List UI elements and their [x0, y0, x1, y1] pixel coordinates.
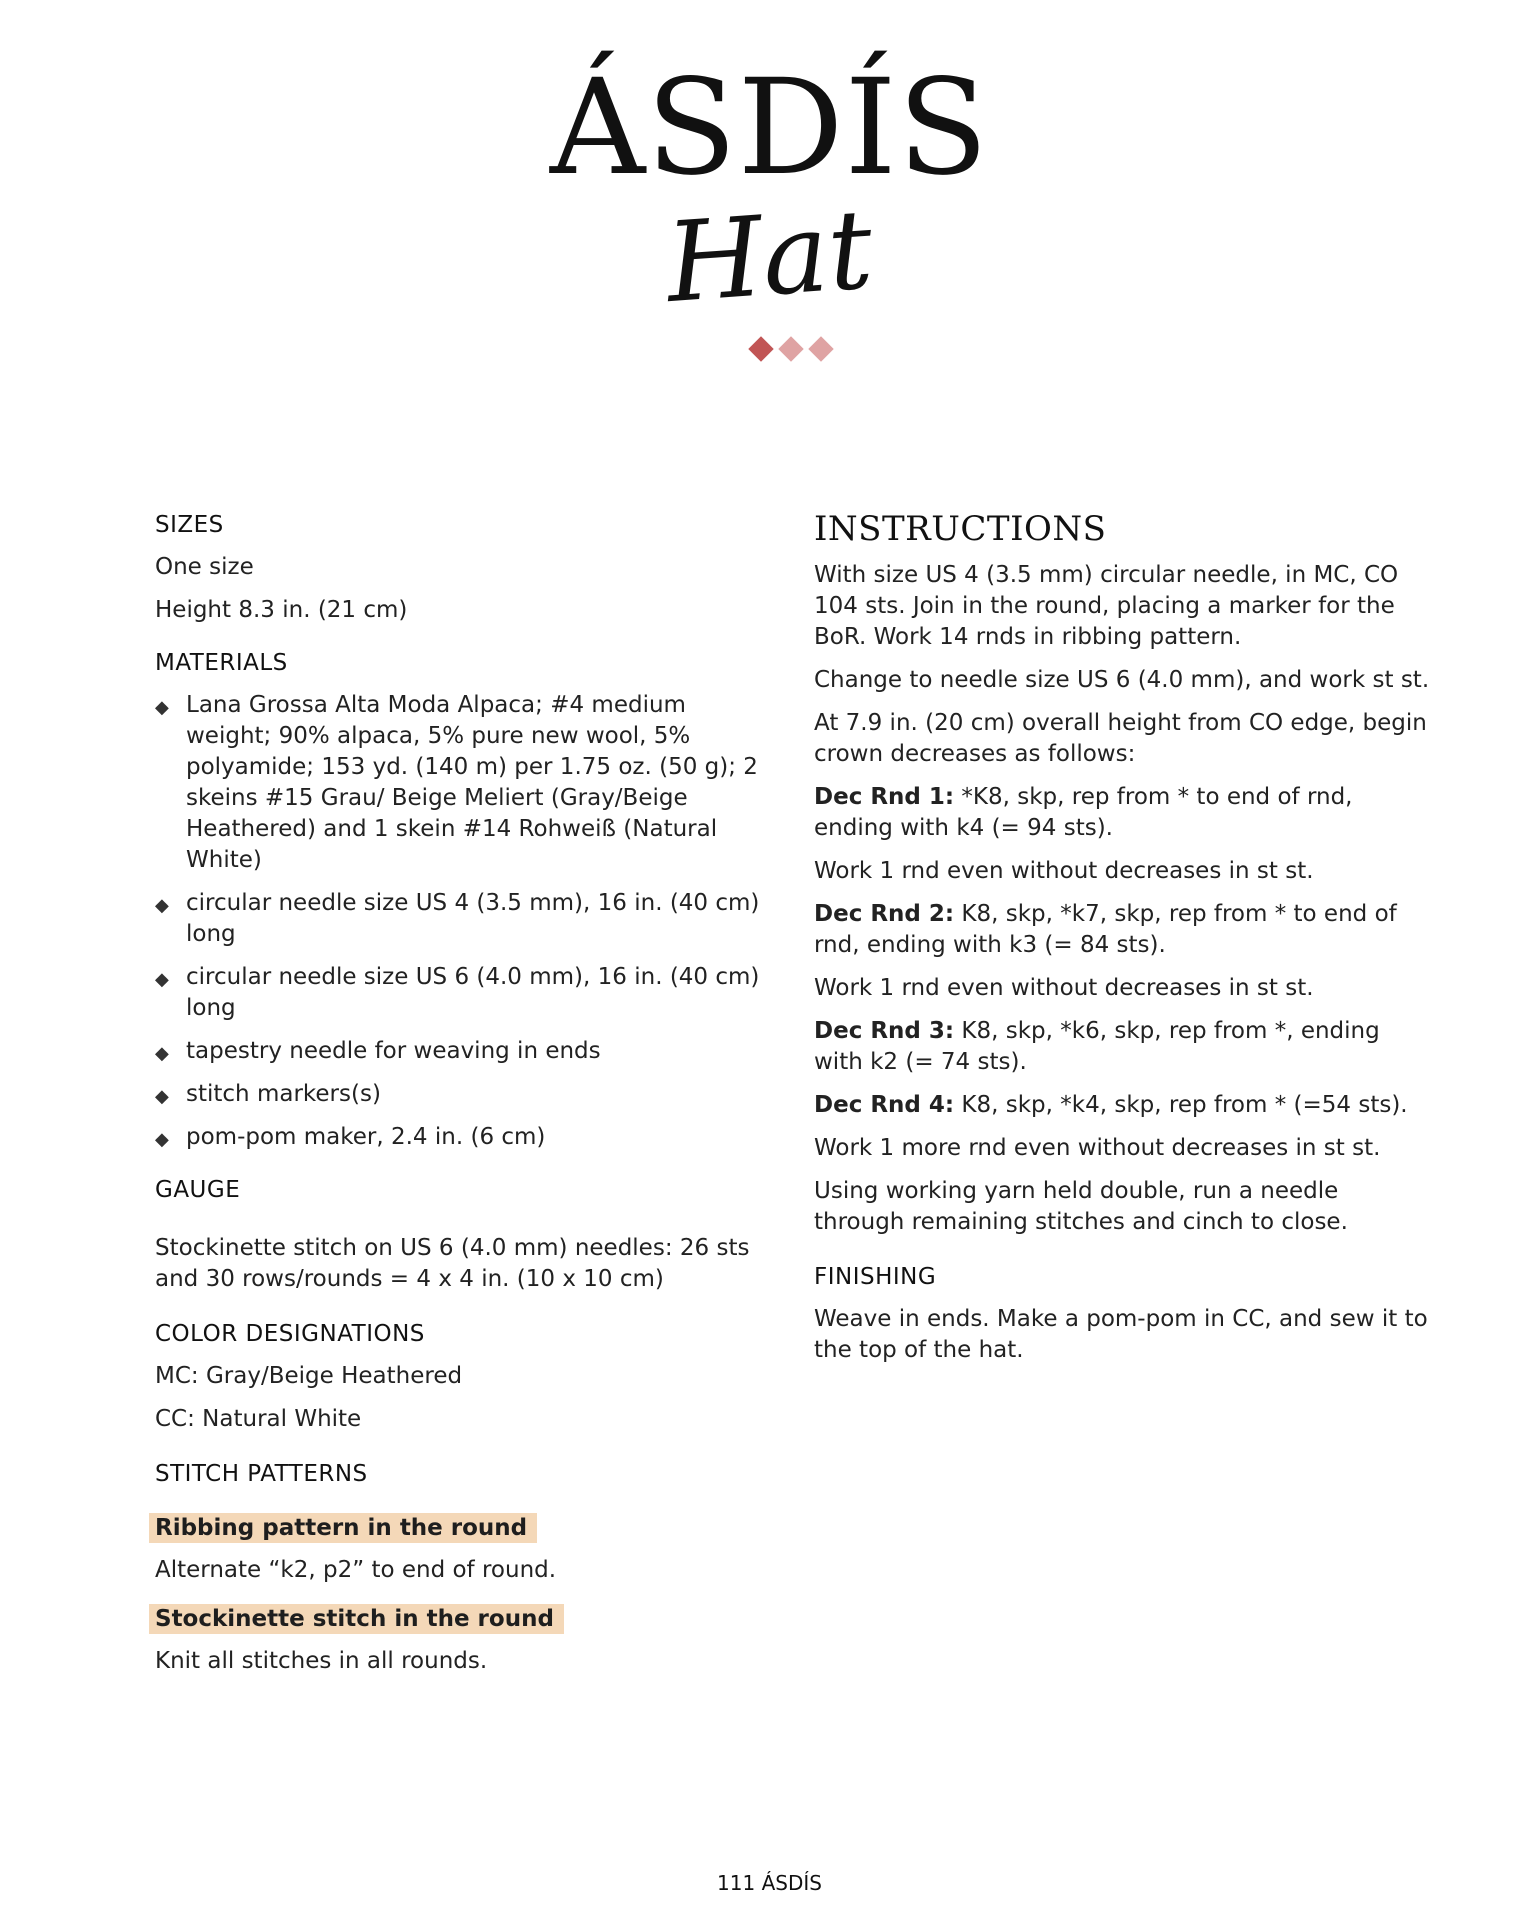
- gauge-text: Stockinette stitch on US 6 (4.0 mm) needles: 26 sts and 30 rows/rounds = 4 x 4 in. (10 x 10 cm): [155, 1235, 750, 1292]
- color-line: MC: Gray/Beige Heathered: [155, 1363, 463, 1389]
- materials-list: [155, 690, 775, 1153]
- diamond-icon: [748, 336, 773, 361]
- list-item: ◆ Lana Grossa Alta Moda Alpaca; #4 medium weight; 90% alpaca, 5% pure new wool, 5% polyamide; 153 yd. (140 m) per 1.75 oz. (50 g); 2 skeins #15 Grau/ Beige Meliert (Gray/Beige Heathered) and 1 skein #14 Rohweiß (Natural White): [155, 692, 758, 873]
- right-column: [814, 506, 1434, 1366]
- dec-round-label: Dec Rnd 1:: [814, 784, 955, 810]
- finishing-heading: FINISHING: [814, 1264, 937, 1290]
- list-item: ◆ pom-pom maker, 2.4 in. (6 cm): [155, 1122, 775, 1153]
- finishing-text: Weave in ends. Make a pom-pom in CC, and sew it to the top of the hat.: [814, 1306, 1428, 1363]
- size-line: One size: [155, 554, 254, 580]
- list-item: ◆ tapestry needle for weaving in ends: [155, 1036, 775, 1067]
- gauge-heading: GAUGE: [155, 1177, 241, 1203]
- instruction-paragraph: Work 1 rnd even without decreases in st st.: [814, 975, 1314, 1001]
- instructions-heading: INSTRUCTIONS: [814, 509, 1107, 549]
- list-item: ◆ circular needle size US 4 (3.5 mm), 16 in. (40 cm) long: [155, 890, 760, 947]
- diamond-icon: [808, 336, 833, 361]
- stitch-patterns-heading: STITCH PATTERNS: [155, 1461, 368, 1487]
- diamond-bullet-icon: ◆: [155, 697, 169, 718]
- diamond-bullet-icon: ◆: [155, 895, 169, 916]
- materials-heading: MATERIALS: [155, 650, 288, 676]
- ribbing-pattern-title: Ribbing pattern in the round: [149, 1513, 537, 1543]
- color-designations-heading: COLOR DESIGNATIONS: [155, 1321, 425, 1347]
- dec-round-label: Dec Rnd 3:: [814, 1018, 955, 1044]
- dec-round-label: Dec Rnd 4:: [814, 1092, 955, 1118]
- page-footer: 111 ÁSDÍS: [717, 1871, 822, 1895]
- pattern-title: ÁSDÍS: [549, 51, 990, 205]
- list-item: ◆ stitch markers(s): [155, 1079, 775, 1110]
- diamond-bullet-icon: ◆: [155, 1129, 169, 1150]
- diamond-bullet-icon: ◆: [155, 969, 169, 990]
- sizes-heading: SIZES: [155, 512, 224, 538]
- decrease-round-4: Dec Rnd 4: K8, skp, *k4, skp, rep from * (=54 sts).: [814, 1092, 1408, 1118]
- instruction-paragraph: With size US 4 (3.5 mm) circular needle, in MC, CO 104 sts. Join in the round, placing a marker for the BoR. Work 14 rnds in ribbing pattern.: [814, 562, 1399, 650]
- instruction-paragraph: Change to needle size US 6 (4.0 mm), and work st st.: [814, 667, 1430, 693]
- pattern-subtitle: Hat: [662, 184, 877, 328]
- diamond-bullet-icon: ◆: [155, 1043, 169, 1064]
- stockinette-text: Knit all stitches in all rounds.: [155, 1648, 488, 1674]
- color-line: CC: Natural White: [155, 1406, 362, 1432]
- ribbing-pattern-text: Alternate “k2, p2” to end of round.: [155, 1557, 557, 1583]
- decrease-round-3: Dec Rnd 3: K8, skp, *k6, skp, rep from *, ending with k2 (= 74 sts).: [814, 1018, 1380, 1075]
- diamond-bullet-icon: ◆: [155, 1086, 169, 1107]
- instruction-paragraph: At 7.9 in. (20 cm) overall height from CO edge, begin crown decreases as follows:: [814, 710, 1427, 767]
- size-line: Height 8.3 in. (21 cm): [155, 597, 408, 623]
- left-column: [155, 510, 775, 1677]
- diamond-icon: [778, 336, 803, 361]
- stockinette-block: [155, 1604, 775, 1634]
- instruction-paragraph: Work 1 rnd even without decreases in st st.: [814, 858, 1314, 884]
- stockinette-title: Stockinette stitch in the round: [149, 1604, 564, 1634]
- list-item: ◆ circular needle size US 6 (4.0 mm), 16 in. (40 cm) long: [155, 964, 760, 1021]
- instruction-paragraph: Work 1 more rnd even without decreases in st st.: [814, 1135, 1381, 1161]
- decorative-diamonds: [748, 336, 848, 366]
- ribbing-block: [155, 1513, 775, 1543]
- decrease-round-1: Dec Rnd 1: *K8, skp, rep from * to end of rnd, ending with k4 (= 94 sts).: [814, 784, 1353, 841]
- decrease-round-2: Dec Rnd 2: K8, skp, *k7, skp, rep from * to end of rnd, ending with k3 (= 84 sts).: [814, 901, 1397, 958]
- dec-round-label: Dec Rnd 2:: [814, 901, 955, 927]
- instruction-paragraph: Using working yarn held double, run a needle through remaining stitches and cinch to close.: [814, 1178, 1348, 1235]
